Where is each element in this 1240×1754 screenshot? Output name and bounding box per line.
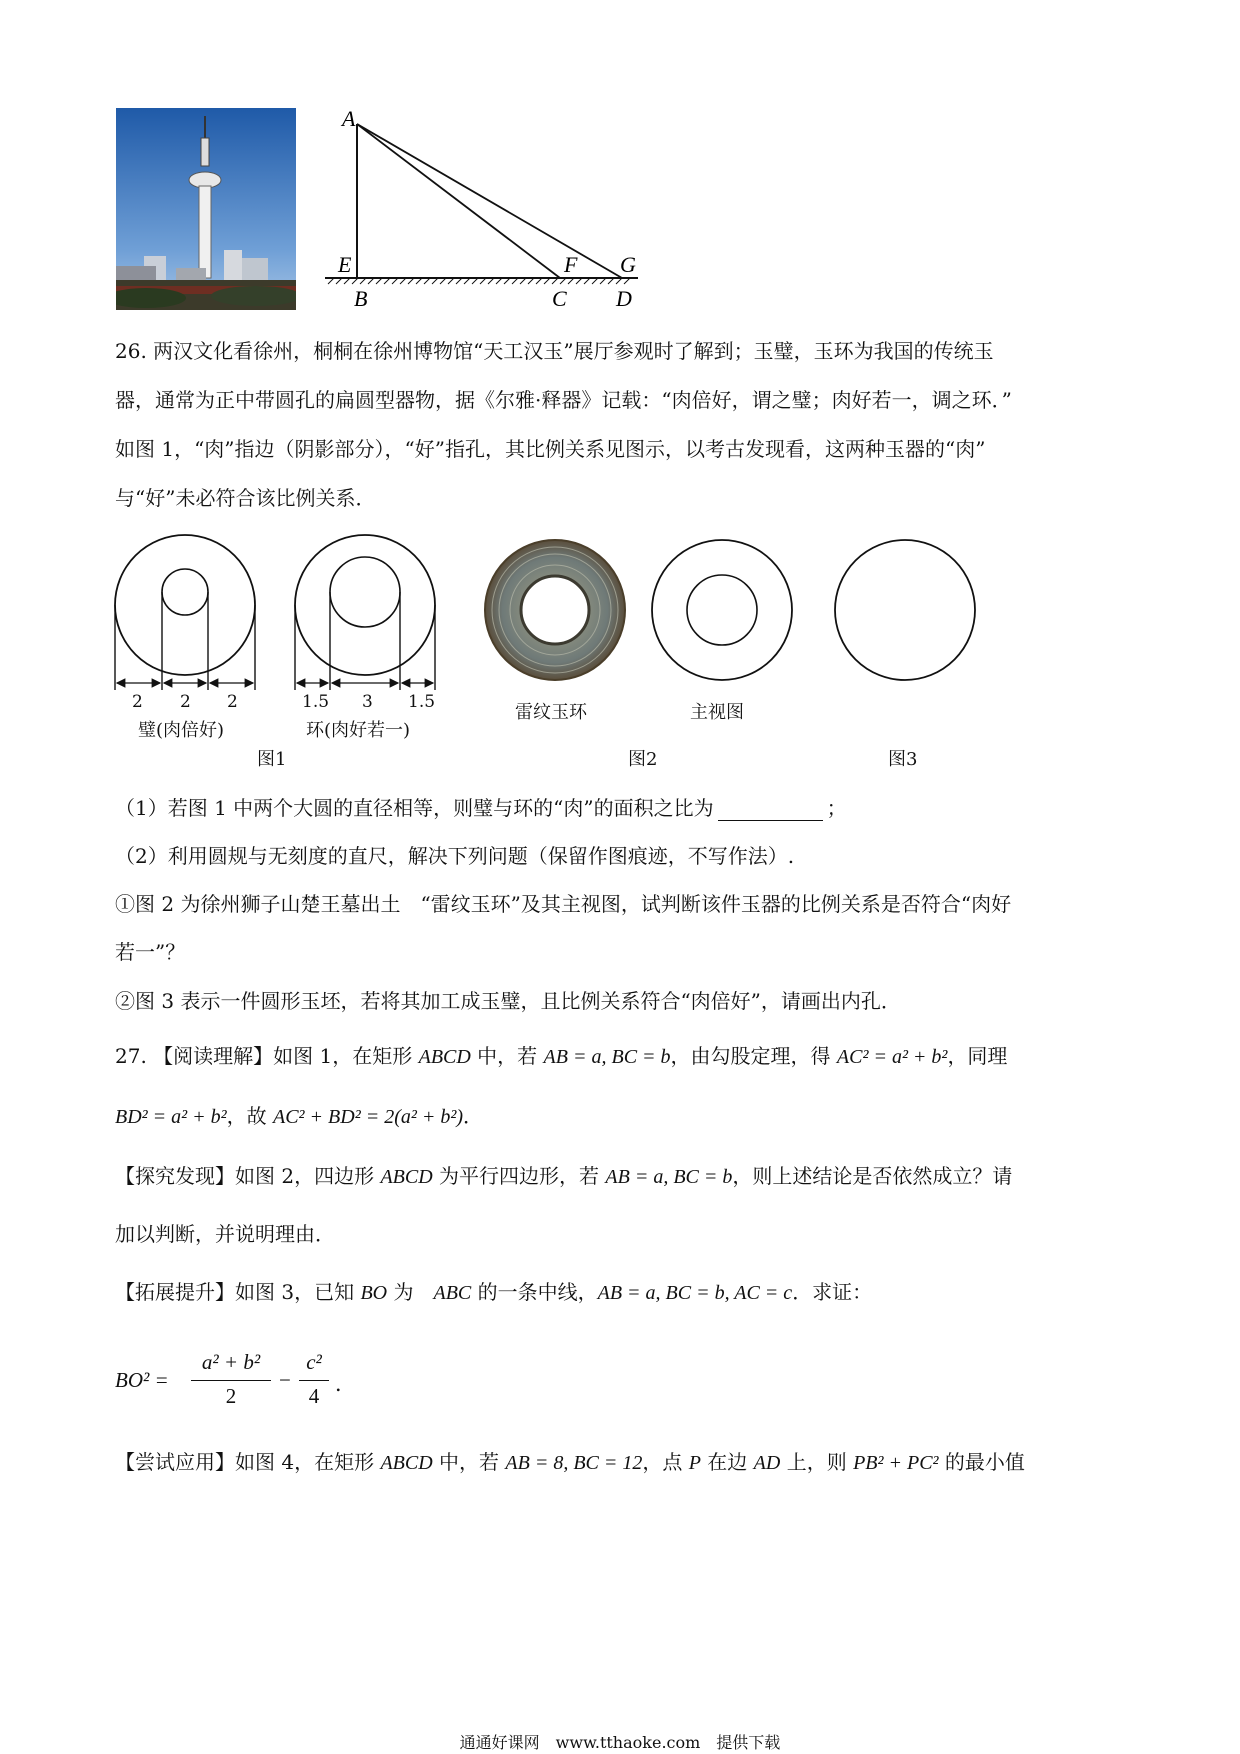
q27-explore-post: ，则上述结论是否依然成立？请 xyxy=(732,1164,1013,1188)
q27-try xyxy=(115,1446,1025,1475)
q26-sub2: （2）利用圆规与无刻度的直尺，解决下列问题（保留作图痕迹，不写作法）. xyxy=(115,844,795,868)
view-caption: 主视图 xyxy=(690,702,744,723)
q27-try-post: 的最小值 xyxy=(938,1450,1025,1474)
q27-explore-abcd: ABCD xyxy=(380,1166,433,1188)
q27-try-mid: 中，若 xyxy=(432,1450,506,1474)
formula-minus: − xyxy=(279,1368,291,1392)
formula-end: ． xyxy=(335,1372,356,1396)
q27-line2 xyxy=(115,1100,483,1129)
q27-line2-post: ． xyxy=(463,1104,484,1128)
q27-try-abcd: ABCD xyxy=(380,1452,433,1474)
q27-line2-mid: ，故 xyxy=(226,1104,273,1128)
formula-bar2 xyxy=(299,1380,329,1381)
label-A: A xyxy=(342,106,356,131)
q27-try-mid2: ，点 xyxy=(642,1450,689,1474)
q26-para1: 26. 两汉文化看徐州，桐桐在徐州博物馆“天工汉玉”展厅参观时了解到；玉璧，玉环为我国的传统玉 xyxy=(115,339,994,363)
q27-explore-mid: 为平行四边形，若 xyxy=(432,1164,606,1188)
formula-num2: c² xyxy=(306,1350,322,1374)
q27-explore-text: 【探究发现】如图 2，四边形 xyxy=(115,1164,381,1188)
q27-extend xyxy=(115,1276,872,1305)
q27-intro xyxy=(115,1040,1007,1069)
q27-try-cond: AB = 8, BC = 12 xyxy=(505,1452,643,1474)
q27-explore-cond: AB = a, BC = b xyxy=(605,1166,733,1188)
q27-intro-eq: AC² = a² + b² xyxy=(836,1046,948,1068)
formula-den1: 2 xyxy=(225,1384,237,1408)
q27-intro-mid2: ，由勾股定理，得 xyxy=(670,1044,837,1068)
huan-dim-3: 1.5 xyxy=(408,692,436,712)
formula-bar1 xyxy=(191,1380,271,1381)
q26-sub1 xyxy=(115,792,847,821)
q27-extend-post: ．求证： xyxy=(792,1280,873,1304)
q27-try-mid4: 上，则 xyxy=(780,1450,854,1474)
q27-extend-bo: BO xyxy=(360,1282,388,1304)
q26-sub1-text: （1）若图 1 中两个大圆的直径相等，则璧与环的“肉”的面积之比为 xyxy=(115,796,714,820)
q27-formula xyxy=(115,1340,375,1420)
label-E: E xyxy=(338,252,352,277)
bi-diagram xyxy=(115,535,255,690)
q27-try-ad: AD xyxy=(753,1452,781,1474)
q27-intro-mid: 中，若 xyxy=(470,1044,544,1068)
page-footer: 通通好课网 www.tthaoke.com 提供下载 xyxy=(459,1733,781,1752)
label-F: F xyxy=(564,252,578,277)
huan-dim-1: 1.5 xyxy=(302,692,330,712)
q27-extend-text: 【拓展提升】如图 3，已知 xyxy=(115,1280,361,1304)
q27-line2-eq: BD² = a² + b² xyxy=(115,1106,227,1128)
q27-extend-mid: 为 xyxy=(387,1280,434,1304)
bi-dim-1: 2 xyxy=(132,692,143,712)
jade-caption: 雷纹玉环 xyxy=(515,702,587,723)
answer-blank[interactable] xyxy=(718,802,823,821)
huan-dim-2: 3 xyxy=(362,692,373,712)
q27-extend-cond: AB = a, BC = b, AC = c xyxy=(597,1282,793,1304)
bi-dim-2: 2 xyxy=(180,692,191,712)
label-C: C xyxy=(552,286,567,311)
q27-explore-line2: 加以判断，并说明理由． xyxy=(115,1222,335,1246)
formula-lhs: BO² = xyxy=(115,1368,169,1392)
bi-dim-3: 2 xyxy=(227,692,238,712)
q26-item1b: 若一”？ xyxy=(115,940,186,964)
q27-try-p: P xyxy=(688,1452,701,1474)
label-B: B xyxy=(354,286,368,311)
q27-extend-mid2: 的一条中线， xyxy=(471,1280,598,1304)
formula-den2: 4 xyxy=(308,1384,320,1408)
tower-photo xyxy=(116,108,296,310)
huan-diagram xyxy=(295,535,435,690)
q27-intro-abcd: ABCD xyxy=(418,1046,471,1068)
q26-para2: 器，通常为正中带圆孔的扁圆型器物，据《尔雅·释器》记载：“肉倍好，谓之璧；肉好若一，调之环．” xyxy=(115,388,1012,412)
geometry-figure xyxy=(320,106,650,316)
round-blank-diagram xyxy=(835,540,975,680)
fig2-label: 图2 xyxy=(628,749,658,770)
front-view-diagram xyxy=(652,540,792,680)
formula-num1: a² + b² xyxy=(201,1350,261,1374)
q27-extend-abc: ABC xyxy=(433,1282,472,1304)
q26-para3: 如图 1，“肉”指边（阴影部分），“好”指孔，其比例关系见图示，以考古发现看，这两种玉器的“肉” xyxy=(115,437,986,461)
jade-ring-photo xyxy=(485,540,625,680)
q27-line2-eq2: AC² + BD² = 2(a² + b²) xyxy=(273,1106,464,1128)
q26-para4: 与“好”未必符合该比例关系． xyxy=(115,486,376,510)
q27-try-text: 【尝试应用】如图 4，在矩形 xyxy=(115,1450,381,1474)
huan-caption: 环(肉好若一) xyxy=(306,720,411,741)
q26-item2: ②图 3 表示一件圆形玉坯，若将其加工成玉璧，且比例关系符合“肉倍好”，请画出内孔． xyxy=(115,989,901,1013)
q27-intro-cond: AB = a, BC = b xyxy=(543,1046,671,1068)
q27-try-expr: PB² + PC² xyxy=(853,1452,939,1474)
q27-intro-post: ，同理 xyxy=(947,1044,1008,1068)
fig3-label: 图3 xyxy=(888,749,918,770)
fig1-label: 图1 xyxy=(257,749,287,770)
q27-explore xyxy=(115,1160,1012,1189)
bi-caption: 璧(肉倍好) xyxy=(138,720,225,741)
q27-try-mid3: 在边 xyxy=(700,1450,754,1474)
label-D: D xyxy=(616,286,632,311)
label-G: G xyxy=(620,252,636,277)
q26-sub1-end: ； xyxy=(826,796,847,820)
q27-intro-text: 27. 【阅读理解】如图 1，在矩形 xyxy=(115,1044,419,1068)
q26-item1a: ①图 2 为徐州狮子山楚王墓出土 “雷纹玉环”及其主视图，试判断该件玉器的比例关系是否符合“肉好 xyxy=(115,892,1012,916)
